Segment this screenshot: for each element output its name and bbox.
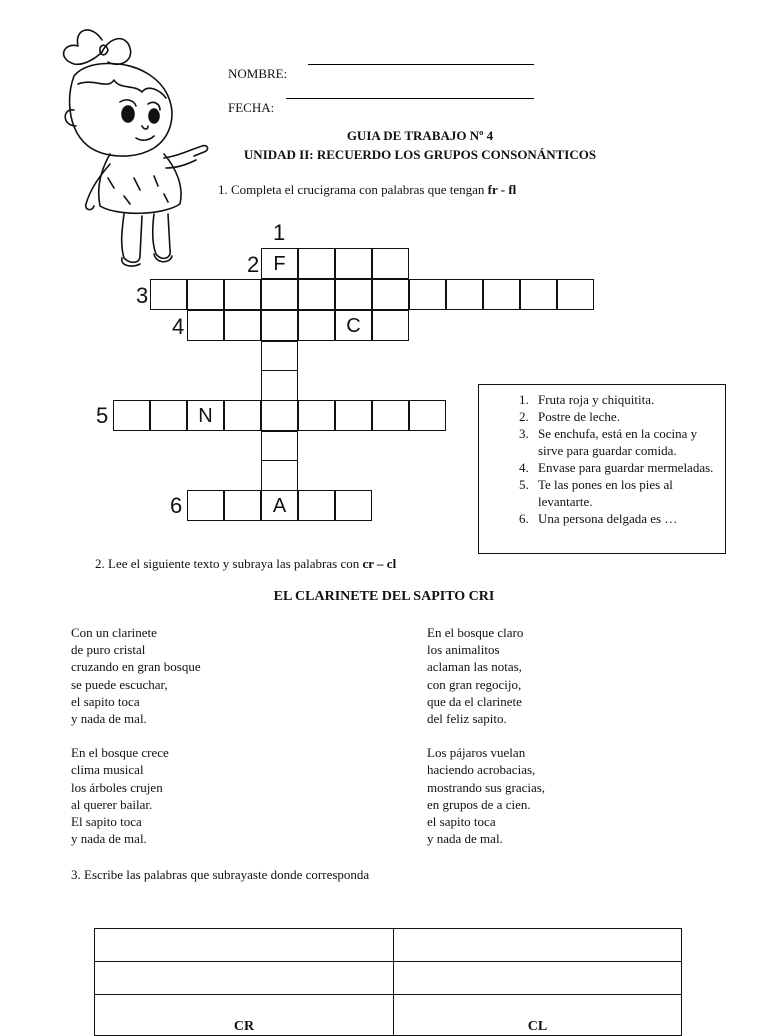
poem-line: al querer bailar. xyxy=(71,796,153,812)
answer-cell[interactable] xyxy=(95,962,394,995)
clue-number-3: 3 xyxy=(136,283,149,308)
crossword-cell[interactable] xyxy=(113,400,150,431)
date-field-line[interactable] xyxy=(286,98,534,99)
date-label: FECHA: xyxy=(228,100,275,115)
crossword-cell[interactable] xyxy=(224,400,261,431)
poem-line: mostrando sus gracias, xyxy=(427,779,546,795)
poem-line: cruzando en gran bosque xyxy=(71,659,201,675)
crossword-cell[interactable] xyxy=(298,248,335,279)
worksheet-title: GUIA DE TRABAJO Nº 4 xyxy=(346,128,494,143)
poem-stanza xyxy=(71,624,201,727)
crossword-cell[interactable] xyxy=(298,279,335,310)
crossword-cell[interactable] xyxy=(446,279,483,310)
crossword-cell[interactable] xyxy=(372,310,409,341)
answer-cell[interactable] xyxy=(394,929,682,962)
poem-line: que da el clarinete xyxy=(427,693,522,709)
poem-line: del feliz sapito. xyxy=(427,711,507,727)
crossword-cell[interactable] xyxy=(261,400,298,431)
crossword-cell[interactable] xyxy=(224,279,261,310)
worksheet-subtitle: UNIDAD II: RECUERDO LOS GRUPOS CONSONÁNTICOS xyxy=(243,147,597,162)
crossword-cell[interactable] xyxy=(150,400,187,431)
name-label: NOMBRE: xyxy=(228,66,288,81)
poem-stanza xyxy=(427,624,545,727)
poem-line: En el bosque claro xyxy=(427,625,524,640)
crossword-cell[interactable] xyxy=(150,279,187,310)
clues-box xyxy=(478,384,726,554)
clue-number-2: 2 xyxy=(247,252,260,277)
poem-line: el sapito toca xyxy=(427,814,496,830)
table-header-cl: CL xyxy=(394,995,682,1036)
crossword-cell[interactable]: F xyxy=(261,248,298,279)
answer-cell[interactable] xyxy=(95,929,394,962)
clue-item: 1. Fruta roja y chiquitita. xyxy=(532,391,719,408)
poem-stanza xyxy=(427,744,545,847)
crossword-cell[interactable] xyxy=(298,310,335,341)
poem-line: se puede escuchar, xyxy=(71,676,168,692)
crossword-cell[interactable]: A xyxy=(261,490,298,521)
crossword-cell[interactable] xyxy=(261,370,298,401)
poem-line: aclaman las notas, xyxy=(427,659,522,675)
clue-number-4: 4 xyxy=(172,314,185,339)
poem-line: Los pájaros vuelan xyxy=(427,745,526,761)
activity3-instruction: 3. Escribe las palabras que subrayaste donde corresponda xyxy=(71,867,370,882)
crossword-cell[interactable] xyxy=(557,279,594,310)
poem-line: El sapito toca xyxy=(71,814,142,830)
crossword-cell[interactable] xyxy=(409,400,446,431)
crossword-cell[interactable] xyxy=(261,460,298,491)
crossword-cell[interactable] xyxy=(261,279,298,310)
poem-line: y nada de mal. xyxy=(71,831,147,847)
answer-cell[interactable] xyxy=(394,962,682,995)
poem-line: Con un clarinete xyxy=(71,625,157,640)
poem-stanza xyxy=(71,744,201,847)
crossword-cell[interactable]: C xyxy=(335,310,372,341)
crossword-cell[interactable] xyxy=(372,279,409,310)
clue-item: 2. Postre de leche. xyxy=(532,408,719,425)
crossword-cell[interactable] xyxy=(335,490,372,521)
crossword-cell[interactable]: N xyxy=(187,400,224,431)
clue-item: 6. Una persona delgada es … xyxy=(532,510,719,527)
crossword-cell[interactable] xyxy=(298,490,335,521)
crossword-cell[interactable] xyxy=(372,248,409,279)
crossword-cell[interactable] xyxy=(261,341,298,372)
crossword-cell[interactable] xyxy=(187,310,224,341)
crossword-cell[interactable] xyxy=(409,279,446,310)
activity1-instruction: 1. Completa el crucigrama con palabras que tengan fr - fl xyxy=(218,182,517,197)
poem-line: y nada de mal. xyxy=(71,711,147,727)
crossword-cell[interactable] xyxy=(224,490,261,521)
poem-line: y nada de mal. xyxy=(427,831,503,847)
crossword-cell[interactable] xyxy=(372,400,409,431)
clue-item: 4. Envase para guardar mermeladas. xyxy=(532,459,719,476)
cartoon-girl-illustration xyxy=(44,18,212,274)
crossword-cell[interactable] xyxy=(261,310,298,341)
poem-line: En el bosque crece xyxy=(71,745,169,761)
clue-number-1: 1 xyxy=(273,220,286,245)
crossword-cell[interactable] xyxy=(261,431,298,462)
crossword-cell[interactable] xyxy=(187,279,224,310)
crossword-cell[interactable] xyxy=(224,310,261,341)
poem-line: el sapito toca xyxy=(71,693,140,709)
crossword-cell[interactable] xyxy=(335,248,372,279)
crossword-cell[interactable] xyxy=(520,279,557,310)
poem-line: los animalitos xyxy=(427,642,500,658)
poem-right-column xyxy=(427,624,545,864)
crossword-cell[interactable] xyxy=(483,279,520,310)
poem-line: haciendo acrobacias, xyxy=(427,762,536,778)
table-header-cr: CR xyxy=(95,995,394,1036)
crossword-cell[interactable] xyxy=(298,400,335,431)
poem-line: los árboles crujen xyxy=(71,779,163,795)
clue-number-6: 6 xyxy=(170,493,183,518)
poem-line: con gran regocijo, xyxy=(427,676,522,692)
name-field-line[interactable] xyxy=(308,64,534,65)
poem-line: en grupos de a cien. xyxy=(427,796,531,812)
answer-table xyxy=(94,928,682,1036)
poem-title: EL CLARINETE DEL SAPITO CRI xyxy=(273,589,495,604)
poem-line: clima musical xyxy=(71,762,144,778)
clue-item: 5. Te las pones en los pies al levantarte. xyxy=(532,476,719,510)
activity2-instruction: 2. Lee el siguiente texto y subraya las palabras con cr – cl xyxy=(95,556,397,571)
crossword-cell[interactable] xyxy=(187,490,224,521)
poem-left-column xyxy=(71,624,201,864)
clue-number-5: 5 xyxy=(96,403,109,428)
crossword-cell[interactable] xyxy=(335,400,372,431)
clue-item: 3. Se enchufa, está en la cocina y sirve para guardar comida. xyxy=(532,425,719,459)
poem-line: de puro cristal xyxy=(71,642,146,658)
crossword-cell[interactable] xyxy=(335,279,372,310)
